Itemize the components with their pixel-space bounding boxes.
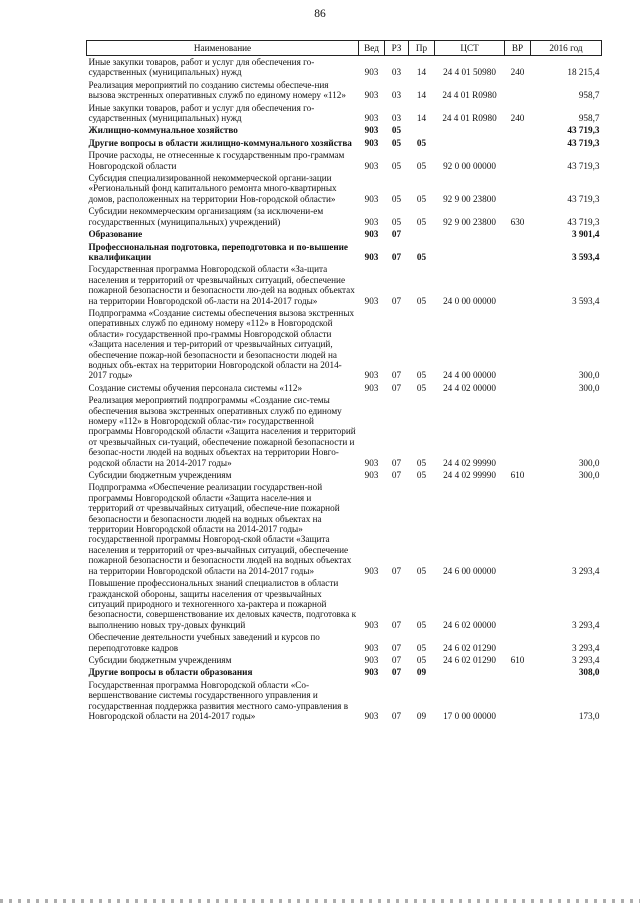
budget-table bbox=[86, 40, 602, 722]
row-vr bbox=[505, 666, 531, 678]
table-row bbox=[87, 241, 602, 264]
row-name: Подпрограмма «Создание системы обеспечения вызова экстренных оперативных служб по единому номеру «112» в Новгородской области» государственной про-граммы Новгородской области «Защита населения и тер-риторий от чрезвычайных ситуаций, обеспечение пожар-ной безопасности и безопасности людей на водных объ-ектах на территории Новгородской области на 2014-2017 годы» bbox=[88, 307, 355, 381]
row-rz: 03 bbox=[391, 67, 402, 78]
row-cst: 92 9 00 23800 bbox=[443, 216, 496, 227]
row-pr: 05 bbox=[416, 619, 427, 630]
row-pr: 05 bbox=[416, 565, 427, 576]
row-rz: 07 bbox=[391, 667, 402, 678]
row-vr bbox=[505, 228, 531, 240]
row-ved: 903 bbox=[364, 137, 379, 148]
row-pr: 05 bbox=[416, 457, 427, 468]
row-pr: 05 bbox=[416, 470, 427, 481]
row-vr bbox=[505, 149, 531, 172]
row-amount: 43 719,3 bbox=[567, 125, 600, 136]
row-rz: 07 bbox=[391, 370, 402, 381]
row-vr bbox=[505, 577, 531, 631]
row-amount: 308,0 bbox=[578, 667, 600, 678]
row-name: Профессиональная подготовка, переподготовка и по-вышение квалификации bbox=[88, 241, 348, 262]
row-name: Субсидии бюджетным учреждениям bbox=[88, 654, 232, 665]
row-rz: 05 bbox=[391, 125, 402, 136]
row-cst: 24 4 02 99990 bbox=[443, 457, 496, 468]
row-cst: 92 9 00 23800 bbox=[443, 193, 496, 204]
row-rz: 07 bbox=[391, 457, 402, 468]
row-pr: 14 bbox=[416, 113, 427, 124]
row-cst: 24 4 01 R0980 bbox=[442, 90, 497, 101]
row-amount: 3 293,4 bbox=[571, 565, 600, 576]
table-row bbox=[87, 137, 602, 149]
row-rz: 07 bbox=[391, 565, 402, 576]
row-rz: 07 bbox=[391, 251, 402, 262]
row-pr bbox=[409, 124, 435, 136]
row-name: Иные закупки товаров, работ и услуг для обеспечения го-сударственных (муниципальных) нужд bbox=[88, 57, 315, 78]
row-ved: 903 bbox=[364, 642, 379, 653]
row-amount: 18 215,4 bbox=[567, 67, 600, 78]
row-name: Государственная программа Новгородской области «Со-вершенствование системы государственного управления и государственная поддержка развития местного само-управления в Новгородской области на 2014-2017 годы» bbox=[88, 679, 349, 721]
row-ved: 903 bbox=[364, 382, 379, 393]
row-cst: 24 6 02 01290 bbox=[443, 654, 496, 665]
row-name: Подпрограмма «Обеспечение реализации государствен-ной программы Новгородской области «Защита населе-ния и территорий от чрезвычайных ситуаций, обеспече-ние пожарной безопасности и безопасности людей на водных объектах на территории Новгородской области на 2014-2017 годы» государственной программы Новгород-ской области «Защита населения и территорий от чрез-вычайных ситуаций, обеспечение пожарной безопасности и безопасности людей на водных объектах на территории Новгородской области на 2014-2017 годы» bbox=[88, 482, 352, 576]
row-cst: 24 4 00 00000 bbox=[443, 370, 496, 381]
row-vr bbox=[505, 137, 531, 149]
row-pr: 09 bbox=[416, 667, 427, 678]
row-vr: 630 bbox=[510, 216, 525, 227]
row-rz: 07 bbox=[391, 710, 402, 721]
row-amount: 43 719,3 bbox=[567, 193, 600, 204]
row-rz: 05 bbox=[391, 137, 402, 148]
row-amount: 300,0 bbox=[578, 382, 600, 393]
row-amount: 173,0 bbox=[578, 710, 600, 721]
row-cst bbox=[435, 228, 505, 240]
row-name: Субсидии некоммерческим организациям (за исключени-ем государственных (муниципальных) учреждений) bbox=[88, 206, 324, 227]
row-vr bbox=[505, 382, 531, 394]
header-vr: ВР bbox=[505, 41, 531, 56]
row-vr bbox=[505, 481, 531, 577]
row-rz: 07 bbox=[391, 654, 402, 665]
table-row bbox=[87, 394, 602, 469]
row-name: Другие вопросы в области жилищно-коммунального хозяйства bbox=[88, 137, 352, 148]
table-row bbox=[87, 481, 602, 577]
row-name: Повышение профессиональных знаний специалистов в области гражданской обороны, защиты населения от чрезвычайных ситуаций природного и техногенного ха-рактера и пожарной безопасности, совершенствование их деловых качеств, подготовка к выполнению новых тру-довых функций bbox=[88, 578, 357, 630]
row-amount: 300,0 bbox=[578, 370, 600, 381]
table-row bbox=[87, 205, 602, 228]
row-vr: 240 bbox=[510, 67, 525, 78]
table-body bbox=[87, 56, 602, 723]
table-row bbox=[87, 124, 602, 136]
row-vr bbox=[505, 679, 531, 723]
row-pr: 05 bbox=[416, 193, 427, 204]
row-name: Субсидии бюджетным учреждениям bbox=[88, 470, 232, 481]
row-rz: 03 bbox=[391, 113, 402, 124]
row-name: Иные закупки товаров, работ и услуг для обеспечения го-сударственных (муниципальных) нужд bbox=[88, 102, 315, 124]
row-cst bbox=[435, 241, 505, 264]
row-cst: 92 0 00 00000 bbox=[443, 160, 496, 171]
row-pr: 05 bbox=[416, 642, 427, 653]
row-ved: 903 bbox=[364, 470, 379, 481]
row-pr: 14 bbox=[416, 67, 427, 78]
header-year: 2016 год bbox=[531, 41, 602, 56]
row-ved: 903 bbox=[364, 654, 379, 665]
table-row bbox=[87, 79, 602, 102]
row-rz: 05 bbox=[391, 193, 402, 204]
row-rz: 07 bbox=[391, 619, 402, 630]
row-vr bbox=[505, 307, 531, 382]
header-cst: ЦСТ bbox=[435, 41, 505, 56]
row-ved: 903 bbox=[364, 67, 379, 78]
row-vr bbox=[505, 172, 531, 205]
row-rz: 05 bbox=[391, 160, 402, 171]
row-rz: 03 bbox=[391, 90, 402, 101]
row-rz: 07 bbox=[391, 382, 402, 393]
row-amount: 3 593,4 bbox=[571, 251, 600, 262]
row-cst: 24 6 02 00000 bbox=[443, 619, 496, 630]
row-ved: 903 bbox=[364, 251, 379, 262]
row-pr: 05 bbox=[416, 216, 427, 227]
row-amount: 43 719,3 bbox=[567, 160, 600, 171]
row-rz: 07 bbox=[391, 642, 402, 653]
row-pr: 05 bbox=[416, 160, 427, 171]
table-row bbox=[87, 102, 602, 125]
row-ved: 903 bbox=[364, 619, 379, 630]
row-name: Жилищно-коммунальное хозяйство bbox=[88, 125, 238, 136]
row-ved: 903 bbox=[364, 565, 379, 576]
header-ved: Вед bbox=[359, 41, 385, 56]
table-row bbox=[87, 577, 602, 631]
table-row bbox=[87, 666, 602, 678]
table-row bbox=[87, 149, 602, 172]
row-ved: 903 bbox=[364, 710, 379, 721]
row-vr bbox=[505, 79, 531, 102]
table-row bbox=[87, 172, 602, 205]
row-ved: 903 bbox=[364, 457, 379, 468]
row-pr: 05 bbox=[416, 370, 427, 381]
row-ved: 903 bbox=[364, 113, 379, 124]
row-pr: 05 bbox=[416, 654, 427, 665]
row-amount: 3 293,4 bbox=[571, 654, 600, 665]
row-cst bbox=[435, 124, 505, 136]
row-name: Обеспечение деятельности учебных заведений и курсов по переподготовке кадров bbox=[88, 632, 320, 653]
row-cst bbox=[435, 666, 505, 678]
header-pr: Пр bbox=[409, 41, 435, 56]
row-ved: 903 bbox=[364, 295, 379, 306]
row-pr: 05 bbox=[416, 295, 427, 306]
header-name: Наименование bbox=[87, 41, 359, 56]
table-row bbox=[87, 631, 602, 654]
row-name: Образование bbox=[88, 229, 143, 240]
row-cst: 17 0 00 00000 bbox=[443, 710, 496, 721]
row-ved: 903 bbox=[364, 90, 379, 101]
row-amount: 43 719,3 bbox=[567, 137, 600, 148]
table-row bbox=[87, 56, 602, 79]
row-name: Реализация мероприятий по созданию системы обеспече-ния вызова экстренных оперативных служб по единому номеру «112» bbox=[88, 79, 346, 101]
row-cst: 24 4 01 R0980 bbox=[442, 113, 497, 124]
row-rz: 05 bbox=[391, 216, 402, 227]
row-vr: 610 bbox=[510, 654, 525, 665]
table-row bbox=[87, 469, 602, 481]
row-cst: 24 0 00 00000 bbox=[443, 295, 496, 306]
row-amount: 3 293,4 bbox=[571, 642, 600, 653]
row-pr: 05 bbox=[416, 382, 427, 393]
row-name: Субсидия специализированной некоммерческой органи-зации «Региональный фонд капитального ремонта много-квартирных домов, расположенных на территории Нов-городской области» bbox=[88, 173, 337, 204]
row-pr: 14 bbox=[416, 90, 427, 101]
scan-artifact-line bbox=[0, 899, 640, 903]
row-ved: 903 bbox=[364, 216, 379, 227]
table-header-row bbox=[87, 41, 602, 56]
table-row bbox=[87, 654, 602, 666]
row-vr bbox=[505, 241, 531, 264]
row-cst: 24 6 02 01290 bbox=[443, 642, 496, 653]
row-amount: 958,7 bbox=[578, 90, 600, 101]
header-rz: РЗ bbox=[385, 41, 409, 56]
row-amount: 3 901,4 bbox=[571, 229, 600, 240]
row-name: Государственная программа Новгородской области «За-щита населения и территорий от чрезвычайных ситуаций, обеспечение пожарной безопасности и безопасности лю-дей на водных объектах на территории Новгородской об-ласти на 2014-2017 годы» bbox=[88, 264, 355, 306]
row-rz: 07 bbox=[391, 295, 402, 306]
row-ved: 903 bbox=[364, 193, 379, 204]
table-row bbox=[87, 228, 602, 240]
row-amount: 43 719,3 bbox=[567, 216, 600, 227]
row-name: Реализация мероприятий подпрограммы «Создание сис-темы обеспечения вызова экстренных оперативных служб по единому номеру «112» в Новгородской облас-ти» государственной программы Новгородской области «Защита населения и территорий от чрезвычайных си-туаций, обеспечение пожарной безопасности и безопас-ности людей на водных объектах на территории Новго-родской области на 2014-2017 годы» bbox=[88, 395, 356, 468]
row-amount: 3 293,4 bbox=[571, 619, 600, 630]
row-cst: 24 4 01 50980 bbox=[443, 67, 496, 78]
row-amount: 300,0 bbox=[578, 457, 600, 468]
row-ved: 903 bbox=[364, 160, 379, 171]
row-name: Создание системы обучения персонала системы «112» bbox=[88, 382, 303, 393]
table-row bbox=[87, 679, 602, 723]
row-vr: 240 bbox=[510, 113, 525, 124]
row-vr bbox=[505, 631, 531, 654]
table-row bbox=[87, 382, 602, 394]
row-name: Прочие расходы, не отнесенные к государственным про-граммам Новгородской области bbox=[88, 150, 345, 171]
row-cst: 24 6 00 00000 bbox=[443, 565, 496, 576]
row-cst bbox=[435, 137, 505, 149]
row-name: Другие вопросы в области образования bbox=[88, 667, 253, 678]
row-pr: 05 bbox=[416, 251, 427, 262]
row-cst: 24 4 02 99990 bbox=[443, 470, 496, 481]
row-pr: 05 bbox=[416, 137, 427, 148]
row-vr bbox=[505, 263, 531, 307]
row-amount: 3 593,4 bbox=[571, 295, 600, 306]
row-ved: 903 bbox=[364, 370, 379, 381]
row-vr bbox=[505, 394, 531, 469]
row-ved: 903 bbox=[364, 667, 379, 678]
table-row bbox=[87, 263, 602, 307]
row-cst: 24 4 02 00000 bbox=[443, 382, 496, 393]
row-ved: 903 bbox=[364, 229, 379, 240]
row-amount: 958,7 bbox=[578, 113, 600, 124]
row-vr bbox=[505, 124, 531, 136]
row-pr bbox=[409, 228, 435, 240]
row-amount: 300,0 bbox=[578, 470, 600, 481]
table-row bbox=[87, 307, 602, 382]
page-number: 86 bbox=[314, 8, 326, 20]
row-rz: 07 bbox=[391, 229, 402, 240]
row-ved: 903 bbox=[364, 125, 379, 136]
row-rz: 07 bbox=[391, 470, 402, 481]
row-vr: 610 bbox=[510, 470, 525, 481]
row-pr: 09 bbox=[416, 710, 427, 721]
